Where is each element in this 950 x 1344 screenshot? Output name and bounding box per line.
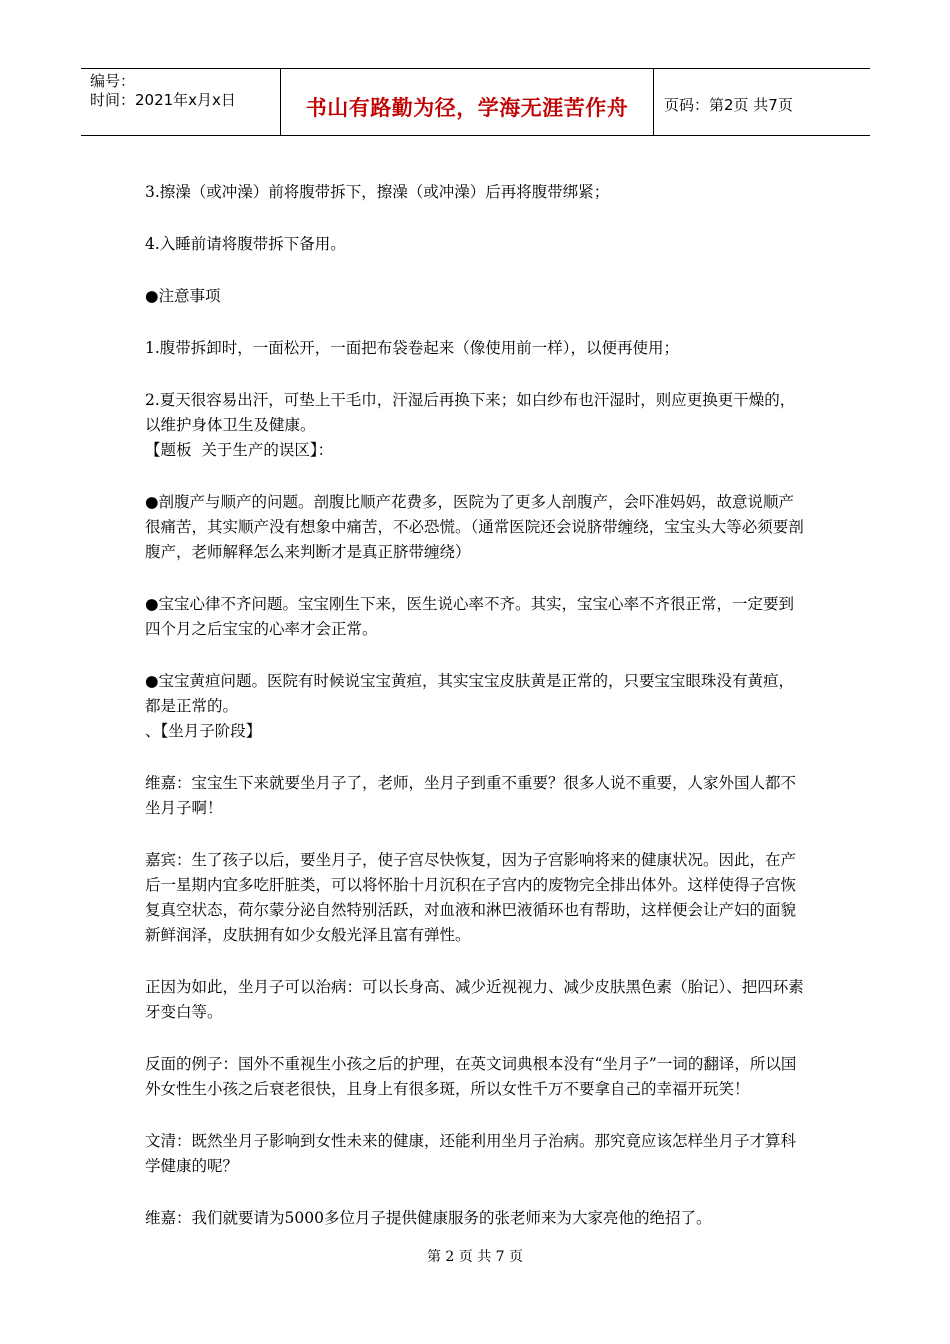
paragraph-note-1: 1.腹带拆卸时，一面松开，一面把布袋卷起来（像使用前一样），以便再使用； <box>145 339 680 357</box>
paragraph-benefits: 正因为如此，坐月子可以治病：可以长身高、减少近视视力、减少皮肤黑色素（胎记）、把四环素牙变白等。 <box>145 978 804 1021</box>
paragraph-weijia-question: 维嘉：宝宝生下来就要坐月子了，老师，坐月子到重不重要？很多人说不重要，人家外国人都不坐月子啊！ <box>145 774 797 817</box>
header-info-cell <box>81 69 281 135</box>
paragraph-jaundice: ●宝宝黄疸问题。医院有时候说宝宝黄疸，其实宝宝皮肤黄是正常的，只要宝宝眼珠没有黄疸，都是正常的。 <box>145 672 795 715</box>
section-heading-notes: ●注意事项 <box>145 287 221 305</box>
header-motto-cell <box>281 69 654 135</box>
document-number-label: 编号： <box>90 72 136 90</box>
header-page-cell <box>654 69 870 135</box>
paragraph-step-4: 4.入睡前请将腹带拆下备用。 <box>145 235 346 253</box>
page-header <box>81 68 870 136</box>
paragraph-counter-example: 反面的例子：国外不重视生小孩之后的护理，在英文词典根本没有“坐月子”一词的翻译，所以国外女性生小孩之后衰老很快，且身上有很多斑，所以女性千万不要拿自己的幸福开玩笑！ <box>145 1055 797 1098</box>
document-date-label: 时间：2021年x月x日 <box>90 91 236 109</box>
paragraph-cesarean: ●剖腹产与顺产的问题。剖腹比顺产花费多，医院为了更多人剖腹产，会吓准妈妈，故意说顺产很痛苦，其实顺产没有想象中痛苦，不必恐慌。（通常医院还会说脐带缠绕，宝宝头大等必须要剖腹产，老师解释怎么来判断才是真正脐带缠绕） <box>145 493 804 561</box>
paragraph-note-2: 2.夏天很容易出汗，可垫上干毛巾，汗湿后再换下来；如白纱布也汗湿时，则应更换更干燥的，以维护身体卫生及健康。 <box>145 391 796 434</box>
header-page-number: 页码：第2页 共7页 <box>664 96 793 114</box>
page-footer: 第 2 页 共 7 页 <box>426 1249 524 1265</box>
paragraph-step-3: 3.擦澡（或冲澡）前将腹带拆下，擦澡（或冲澡）后再将腹带绑紧； <box>145 183 610 201</box>
document-body <box>145 180 805 1231</box>
paragraph-heart-rate: ●宝宝心律不齐问题。宝宝刚生下来，医生说心率不齐。其实，宝宝心率不齐很正常，一定要到四个月之后宝宝的心率才会正常。 <box>145 595 795 638</box>
paragraph-weijia-intro: 维嘉：我们就要请为5000多位月子提供健康服务的张老师来为大家亮他的绝招了。 <box>145 1209 712 1227</box>
header-motto: 书山有路勤为径，学海无涯苦作舟 <box>305 96 629 120</box>
section-heading-misconceptions: 【题板 关于生产的误区】： <box>145 441 334 459</box>
section-heading-confinement: 、【坐月子阶段】 <box>145 722 262 740</box>
paragraph-wenqing-question: 文清：既然坐月子影响到女性未来的健康，还能利用坐月子治病。那究竟应该怎样坐月子才算科学健康的呢？ <box>145 1132 797 1175</box>
paragraph-guest-answer: 嘉宾：生了孩子以后，要坐月子，使子宫尽快恢复，因为子宫影响将来的健康状况。因此，在产后一星期内宜多吃肝脏类，可以将怀胎十月沉积在子宫内的废物完全排出体外。这样使得子宫恢复真空状态，荷尔蒙分泌自然特别活跃，对血液和淋巴液循环也有帮助，这样便会让产妇的面貌新鲜润泽，皮肤拥有如少女般光泽且富有弹性。 <box>145 851 797 944</box>
